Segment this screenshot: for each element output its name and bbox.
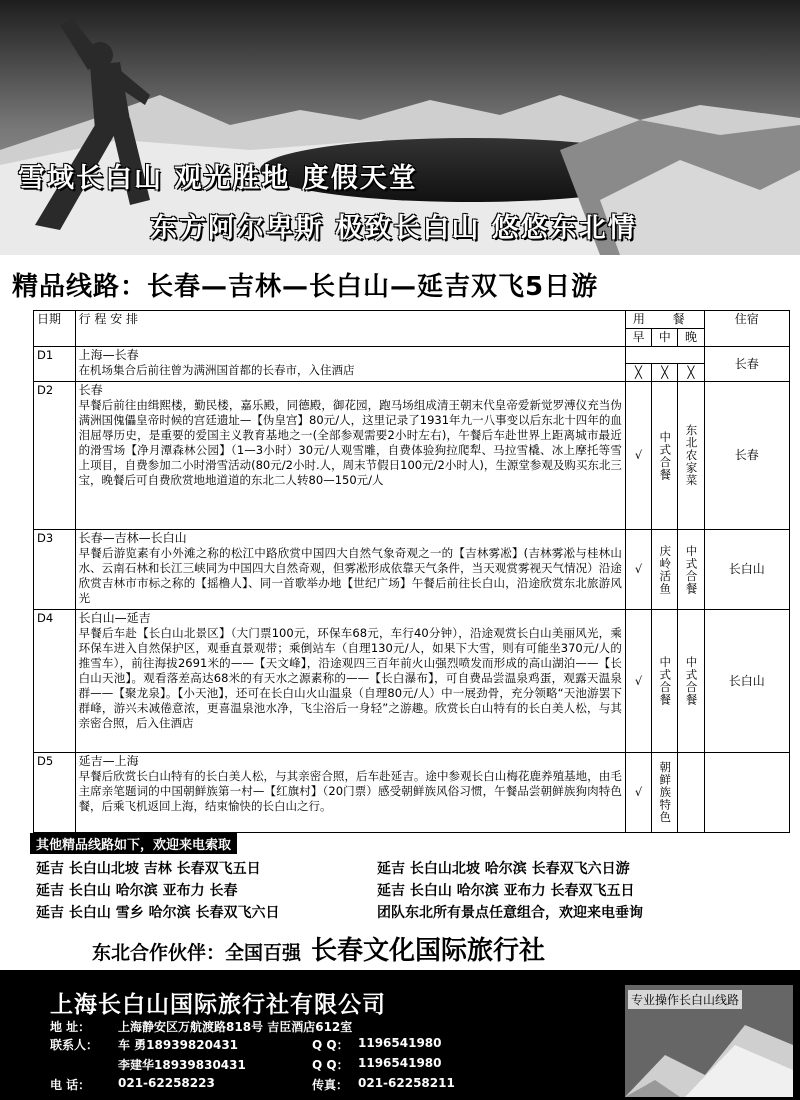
hero-slogan-1: 雪域长白山 观光胜地 度假天堂 (18, 163, 418, 194)
lunch-cell (652, 753, 678, 833)
header-lunch: 中 (652, 329, 678, 347)
breakfast-cell: ╳ (625, 364, 651, 382)
plan-cell (75, 347, 625, 382)
route-item: 延吉 长白山 哈尔滨 亚布力 长春双飞五日 (377, 883, 635, 899)
dinner-text: 东北农家菜 (684, 424, 699, 487)
dinner-text: 中式合餐 (684, 544, 699, 595)
contact-label: 联系人： (50, 1038, 99, 1052)
footer (0, 970, 800, 1100)
plan-title: 上海—长春 (78, 348, 139, 362)
lunch-cell (652, 382, 678, 530)
dinner-text: 中式合餐 (684, 656, 699, 706)
phone-value: 021-62258223 (118, 1076, 215, 1090)
plan-cell (75, 382, 625, 530)
day-cell: D2 (34, 382, 76, 530)
breakfast-cell: √ (625, 530, 651, 610)
dinner-cell: ╳ (678, 364, 704, 382)
day-cell: D1 (34, 347, 76, 382)
route-item: 延吉 长白山 雪乡 哈尔滨 长春双飞六日 (36, 905, 280, 921)
partner-name: 长春文化国际旅行社 (311, 936, 546, 966)
plan-body: 早餐后游览素有小外滩之称的松江中路欣赏中国四大自然气象奇观之一的【吉林雾凇】(吉林雾凇与桂林山水、云南石林和长江三峡同为中国四大自然奇观，但雾凇形成依靠天气条件，当天观赏雾视天气情况）沿途欣赏吉林市市标之称的【摇橹人】、同一首歌举办地【世纪广场】午餐后前往长白山，沿途欣赏东北旅游风光 (78, 546, 622, 605)
address-value: 上海静安区万航渡路818号 吉臣酒店612室 (118, 1020, 353, 1034)
lunch-cell (652, 530, 678, 610)
stay-cell: 长白山 (704, 530, 789, 610)
stay-cell (704, 753, 789, 833)
table-header-row (34, 311, 790, 329)
header-breakfast: 早 (625, 329, 651, 347)
lunch-text: 中式合餐 (658, 430, 673, 481)
plan-body: 在机场集合后前往曾为满洲国首都的长春市，入住酒店 (78, 363, 355, 377)
route-item: 延吉 长白山北坡 哈尔滨 长春双飞六日游 (377, 861, 630, 877)
plan-cell (75, 610, 625, 753)
lunch-cell: ╳ (652, 364, 678, 382)
breakfast-cell: √ (625, 382, 651, 530)
phone-label: 电 话： (50, 1078, 91, 1092)
plan-cell (75, 753, 625, 833)
qq-label-2: Q Q： (312, 1058, 349, 1072)
plan-body: 早餐后前往由缉熙楼，勤民楼，嘉乐殿，同德殿，御花园，跑马场组成清王朝末代皇帝爱新觉罗溥仪充当伪满洲国傀儡皇帝时候的宫廷遗址—【伪皇宫】80元/人，这里记录了1931年九一八事变以后东北十四年的血泪屈辱历史，是重要的爱国主义教育基地之一(全部参观需要2小时左右)，午餐后车赴世界上距离城市最近的滑雪场【净月潭森林公园】（1—3小时）30元/人观雪雕，自费体验狗拉爬犁、马拉雪橇、冰上摩托等雪上项目，自费参加二小时滑雪活动(80元/2小时.人，周末节假日100元/2小时人)，生源堂参观及购买东北三宝，晚餐后可自费欣赏地地道道的东北二人转80—150元/人 (78, 398, 622, 487)
route-item: 团队东北所有景点任意组合，欢迎来电垂询 (377, 905, 643, 921)
other-routes-header: 其他精品线路如下，欢迎来电索取 (30, 833, 237, 854)
route-title: 精品线路：长春—吉林—长白山—延吉双飞5日游 (12, 272, 599, 302)
partner-line (92, 930, 545, 967)
lunch-text: 朝鲜族特色 (658, 761, 673, 824)
hero-banner (0, 0, 800, 255)
stay-cell: 长春 (704, 347, 789, 382)
plan-title: 长春 (78, 383, 103, 397)
dinner-cell (678, 610, 704, 753)
header-plan: 行 程 安 排 (75, 311, 625, 347)
plan-title: 长白山—延吉 (78, 611, 151, 625)
qq-label-1: Q Q： (312, 1038, 349, 1052)
plan-body: 早餐后欣赏长白山特有的长白美人松，与其亲密合照，后车赴延吉。途中参观长白山梅花鹿养殖基地，由毛主席亲笔题词的中国朝鲜族第一村—【红旗村】（20门票）感受朝鲜族风俗习惯，午餐品尝朝鲜族狗肉特色餐，后乘飞机返回上海，结束愉快的长白山之行。 (78, 769, 622, 813)
dinner-cell (678, 530, 704, 610)
route-item: 延吉 长白山 哈尔滨 亚布力 长春 (36, 883, 238, 899)
partner-label: 东北合作伙伴：全国百强 (92, 942, 302, 964)
breakfast-cell: √ (625, 753, 651, 833)
fax-label: 传真： (312, 1078, 349, 1092)
table-row (34, 530, 790, 610)
header-stay: 住宿 (704, 311, 789, 347)
dinner-cell (678, 382, 704, 530)
itinerary-table (33, 310, 790, 833)
stay-cell: 长春 (704, 382, 789, 530)
plan-cell (75, 530, 625, 610)
stay-cell: 长白山 (704, 610, 789, 753)
plan-body: 早餐后车赴【长白山北景区】（大门票100元，环保车68元，车行40分钟），沿途观赏长白山美丽风光，乘环保车进入自然保护区，观垂直景观带；乘倒站车（自理130元/人，如果下大雪，则有可能坐370元/人的推雪车），前往海拔2691米的——【天文峰】，沿途观四三百年前火山强烈喷发而形成的高山湖泊——【长白山天池】。观看落差高达68米的有天水之源素称的——【长白瀑布】，可自费品尝温泉鸡蛋，观露天温泉群——【聚龙泉】。【小天池】，还可在长白山火山温泉（自理80元/人）中一展劲骨，充分领略“天池游罢下群峰，游兴未减倦意浓，更喜温泉池水净，飞尘浴后一身轻”之游趣。欣赏长白山特有的长白美人松，与其亲密合照，后入住酒店 (78, 626, 622, 730)
table-row (34, 382, 790, 530)
header-meals: 用 餐 (625, 311, 704, 329)
lunch-text: 中式合餐 (658, 656, 673, 706)
hero-slogan-2: 东方阿尔卑斯 极致长白山 悠悠东北情 (150, 213, 637, 244)
qq-1: 1196541980 (358, 1036, 442, 1050)
plan-title: 长春—吉林—长白山 (78, 531, 187, 545)
route-item: 延吉 长白山北坡 吉林 长春双飞五日 (36, 861, 261, 877)
lunch-cell (652, 610, 678, 753)
contact-1: 车 勇18939820431 (118, 1038, 239, 1052)
header-dinner: 晚 (678, 329, 704, 347)
address-label: 地 址： (50, 1020, 91, 1034)
plan-title: 延吉—上海 (78, 754, 139, 768)
dinner-cell (678, 753, 704, 833)
header-day: 日期 (34, 311, 76, 347)
table-row (34, 753, 790, 833)
specialty-tag: 专业操作长白山线路 (628, 990, 742, 1009)
company-name: 上海长白山国际旅行社有限公司 (50, 992, 386, 1018)
table-row (34, 347, 790, 364)
breakfast-cell: √ (625, 610, 651, 753)
lunch-text: 庆岭活鱼 (658, 544, 673, 595)
fax-value: 021-62258211 (358, 1076, 455, 1090)
day-cell: D3 (34, 530, 76, 610)
day-cell: D5 (34, 753, 76, 833)
qq-2: 1196541980 (358, 1056, 442, 1070)
contact-2: 李建华18939830431 (118, 1058, 246, 1072)
day-cell: D4 (34, 610, 76, 753)
table-row (34, 610, 790, 753)
